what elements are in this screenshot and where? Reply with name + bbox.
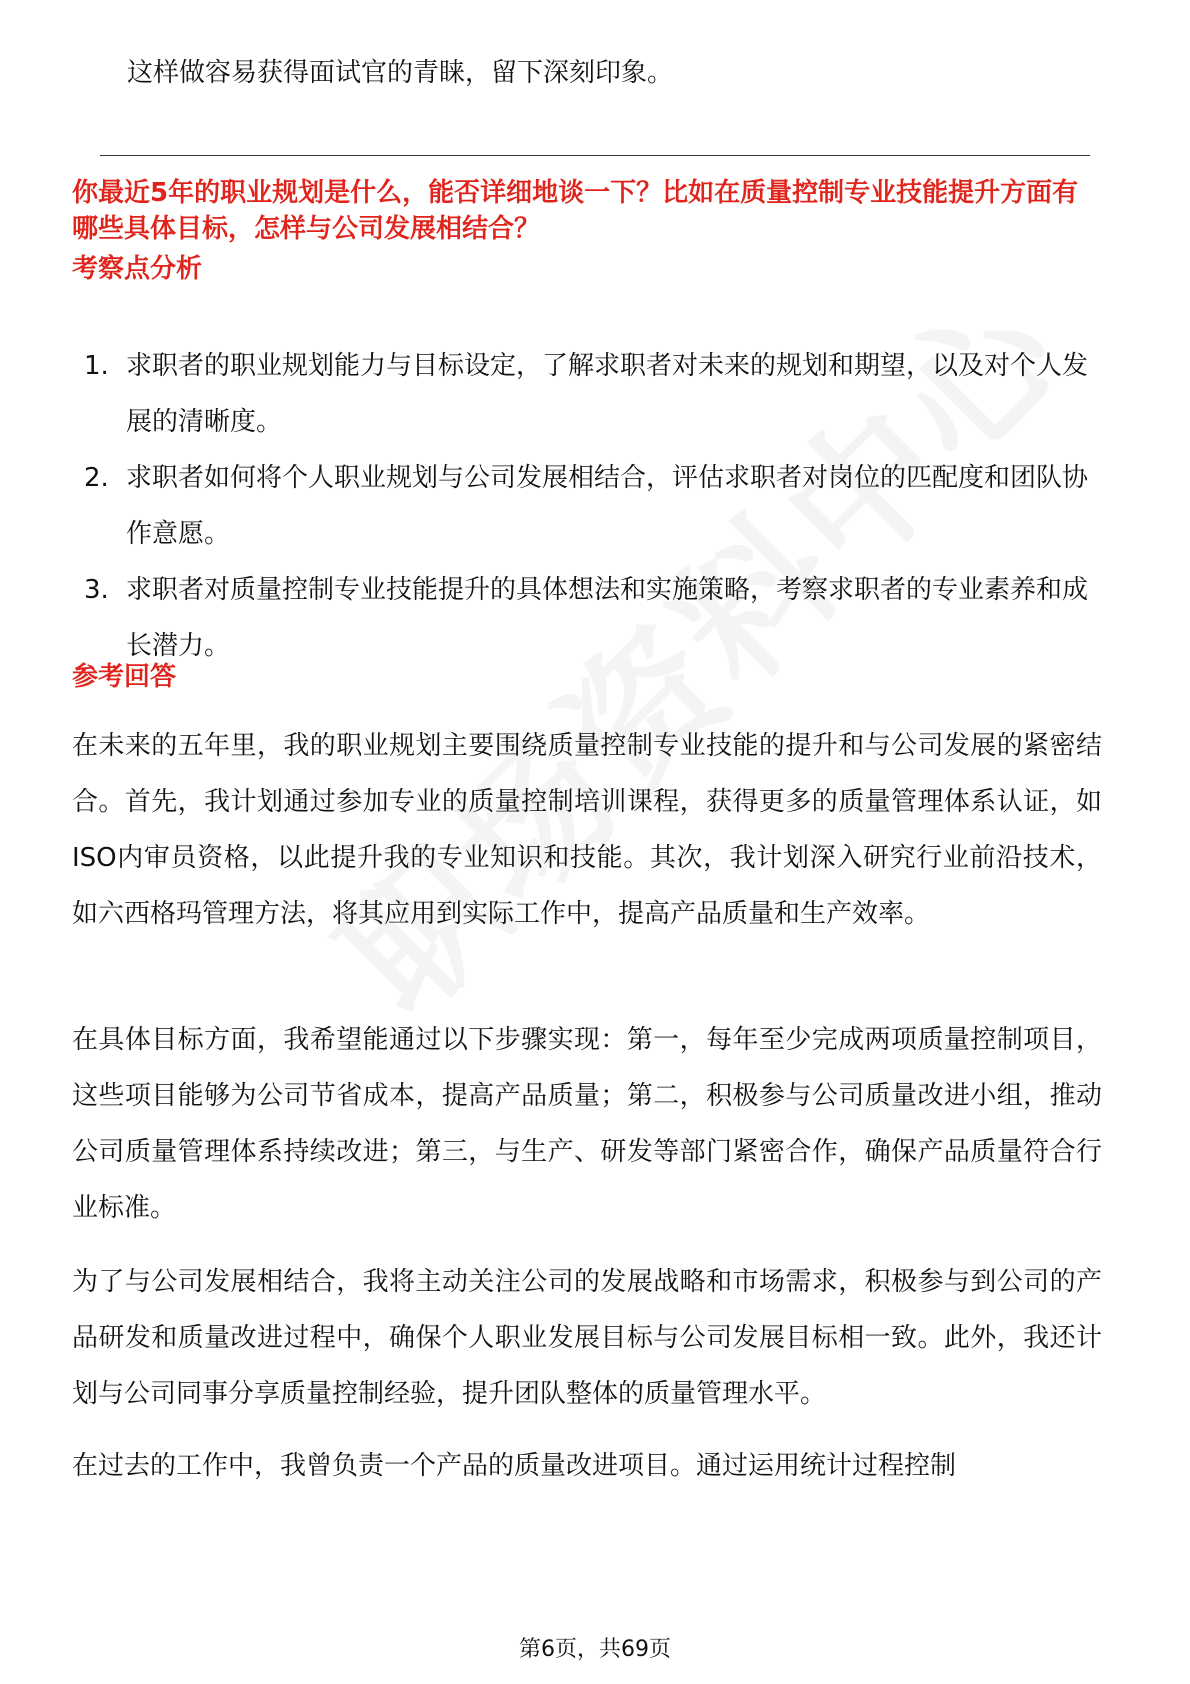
question-heading: 你最近5年的职业规划是什么，能否详细地谈一下？比如在质量控制专业技能提升方面有哪些具体目标，怎样与公司发展相结合？ — [72, 178, 1079, 244]
page-footer: 第6页，共69页 — [519, 1637, 671, 1662]
answer-paragraph: 在未来的五年里，我的职业规划主要围绕质量控制专业技能的提升和与公司发展的紧密结合。首先，我计划通过参加专业的质量控制培训课程，获得更多的质量管理体系认证，如ISO内审员资格，以此提升我的专业知识和技能。其次，我计划深入研究行业前沿技术，如六西格玛管理方法，将其应用到实际工作中，提高产品质量和生产效率。 — [72, 731, 1102, 929]
analysis-item — [84, 338, 1094, 450]
answer-paragraph: 在过去的工作中，我曾负责一个产品的质量改进项目。通过运用统计过程控制 — [72, 1451, 957, 1481]
analysis-item-number: 3. — [84, 575, 109, 605]
analysis-item-text: 求职者的职业规划能力与目标设定，了解求职者对未来的规划和期望，以及对个人发展的清晰度。 — [126, 351, 1089, 437]
analysis-item-text: 求职者对质量控制专业技能提升的具体想法和实施策略，考察求职者的专业素养和成长潜力。 — [126, 575, 1089, 661]
intro-line: 这样做容易获得面试官的青睐，留下深刻印象。 — [127, 58, 674, 88]
answer-paragraph: 在具体目标方面，我希望能通过以下步骤实现：第一，每年至少完成两项质量控制项目，这些项目能够为公司节省成本，提高产品质量；第二，积极参与公司质量改进小组，推动公司质量管理体系持续改进；第三，与生产、研发等部门紧密合作，确保产品质量符合行业标准。 — [72, 1025, 1102, 1223]
section-divider — [100, 155, 1090, 156]
analysis-item-number: 2. — [84, 463, 109, 493]
analysis-item-text: 求职者如何将个人职业规划与公司发展相结合，评估求职者对岗位的匹配度和团队协作意愿。 — [126, 463, 1089, 549]
answer-heading: 参考回答 — [72, 662, 177, 692]
analysis-item — [84, 450, 1094, 562]
analysis-item-number: 1. — [84, 351, 109, 381]
analysis-list — [84, 338, 1094, 674]
analysis-item — [84, 562, 1094, 674]
analysis-heading: 考察点分析 — [72, 254, 203, 284]
answer-paragraph: 为了与公司发展相结合，我将主动关注公司的发展战略和市场需求，积极参与到公司的产品研发和质量改进过程中，确保个人职业发展目标与公司发展目标相一致。此外，我还计划与公司同事分享质量控制经验，提升团队整体的质量管理水平。 — [72, 1267, 1102, 1409]
